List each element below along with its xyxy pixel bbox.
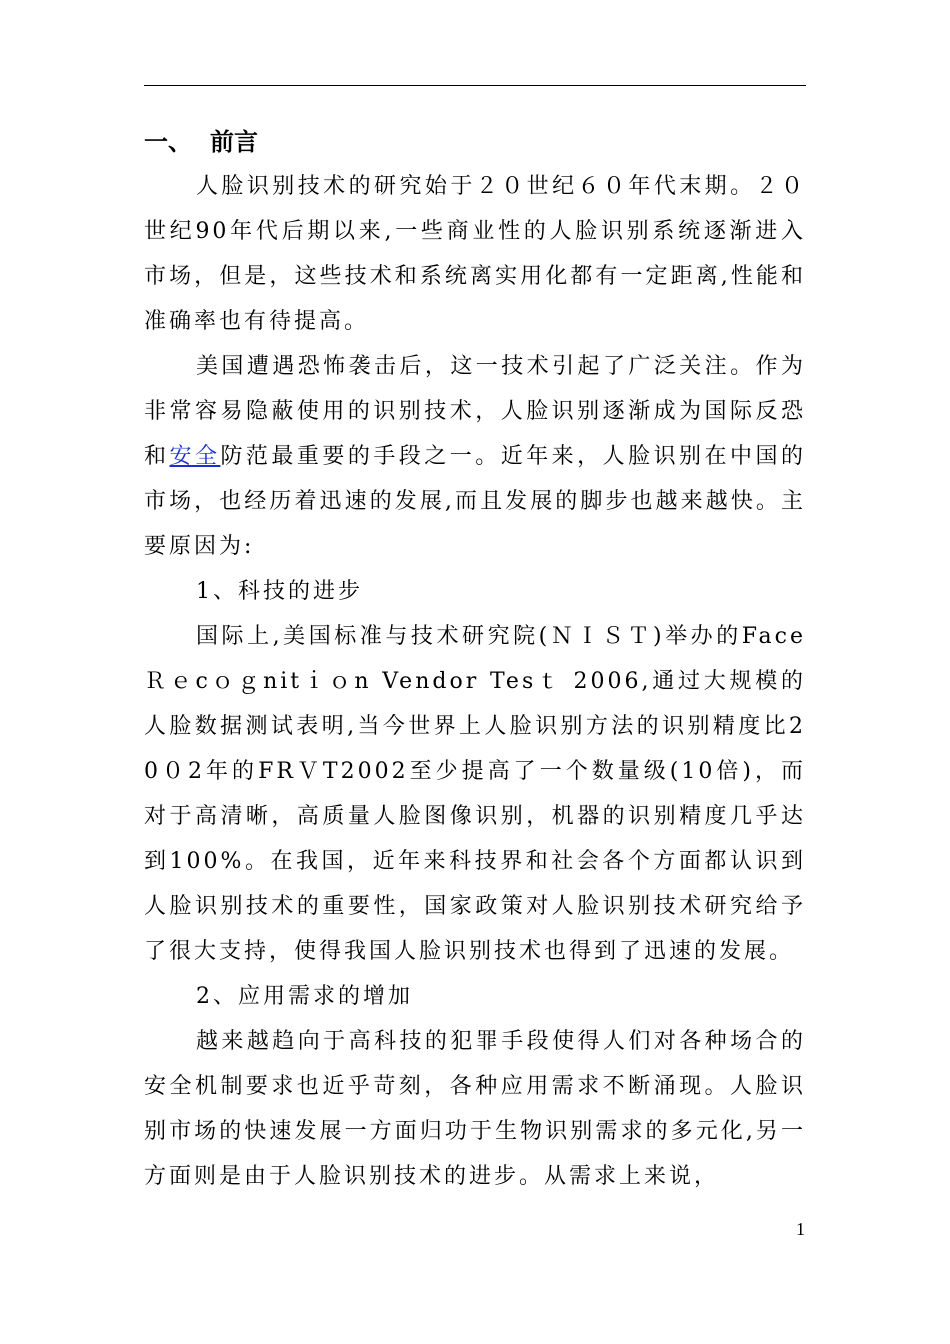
paragraph-security-text-1: 美国遭遇恐怖袭击后，这一技术引起了广泛关注。作为非常容易隐蔽使用的识别技术，人脸识别逐渐成为国际反恐和: [144, 354, 806, 469]
paragraph-security: [144, 344, 806, 569]
list-item-demand: 2、应用需求的增加: [196, 984, 413, 1009]
section-title: 前言: [210, 128, 258, 156]
page-number: 1: [796, 1219, 805, 1239]
paragraph-intro: 人脸识别技术的研究始于２０世纪６０年代末期。２０世纪90年代后期以来,一些商业性的人脸识别系统逐渐进入市场，但是，这些技术和系统离实用化都有一定距离,性能和准确率也有待提高。: [144, 174, 806, 334]
section-heading: [144, 120, 806, 164]
security-link[interactable]: 安全: [169, 444, 221, 469]
list-item-tech-progress: 1、科技的进步: [196, 579, 363, 604]
section-number: 一、: [144, 128, 192, 156]
document-body: [144, 120, 806, 1199]
header-rule: [144, 85, 806, 86]
paragraph-demand: 越来越趋向于高科技的犯罪手段使得人们对各种场合的安全机制要求也近乎苛刻，各种应用需求不断涌现。人脸识别市场的快速发展一方面归功于生物识别需求的多元化,另一方面则是由于人脸识别技术的进步。从需求上来说，: [144, 1029, 806, 1189]
paragraph-security-text-2: 防范最重要的手段之一。近年来，人脸识别在中国的市场，也经历着迅速的发展,而且发展的脚步也越来越快。主要原因为:: [144, 444, 806, 559]
paragraph-tech-progress: 国际上,美国标准与技术研究院(ＮＩＳＴ)举办的Face Ｒｅcｏｇnitｉｏn Vendor Tesｔ 2006,通过大规模的人脸数据测试表明,当今世界上人脸识别方法的识别精度比20０2年的FRＶT2002至少提高了一个数量级(10倍)，而对于高清晰，高质量人脸图像识别，机器的识别精度几乎达到100%。在我国，近年来科技界和社会各个方面都认识到人脸识别技术的重要性，国家政策对人脸识别技术研究给予了很大支持，使得我国人脸识别技术也得到了迅速的发展。: [144, 624, 806, 964]
